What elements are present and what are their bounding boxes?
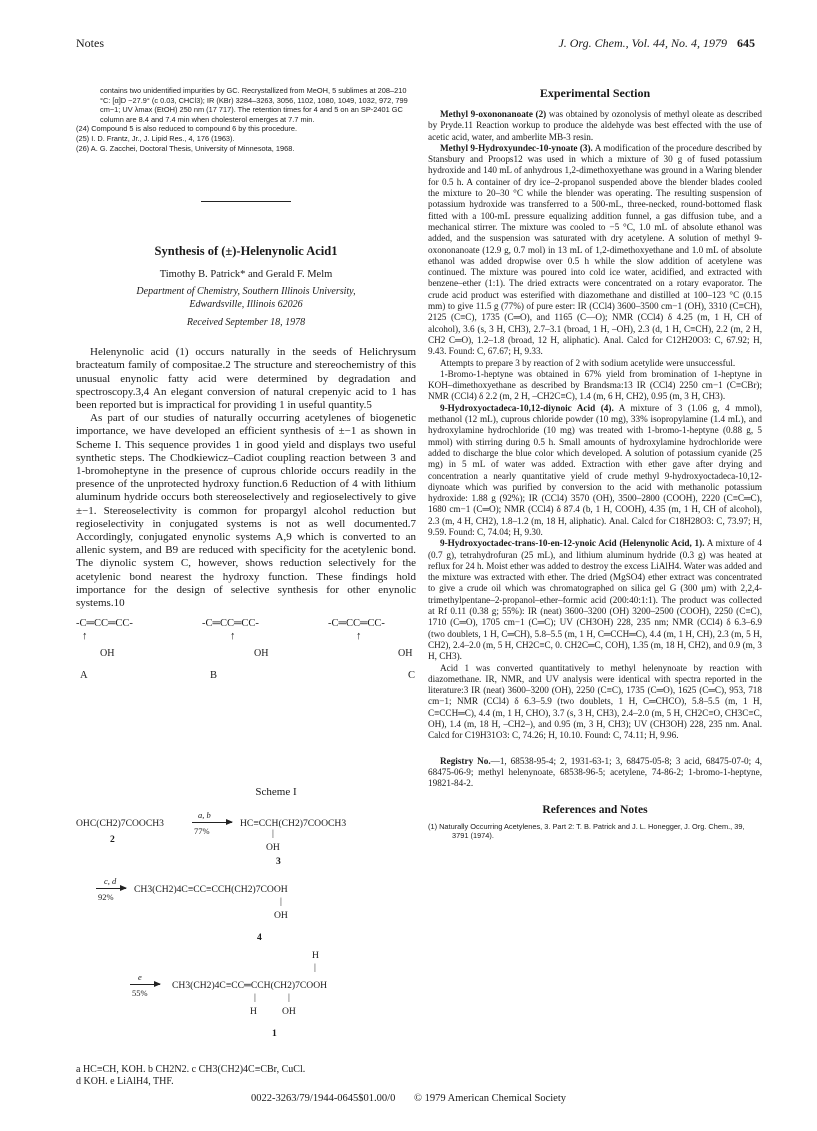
reaction-arrow-icon bbox=[192, 822, 232, 823]
affiliation-line-2: Edwardsville, Illinois 62026 bbox=[189, 298, 303, 310]
step-3-conditions: e bbox=[138, 972, 142, 982]
footnote-continued: contains two unidentified impurities by GC. Recrystallized from MeOH, 5 sublimes at 208–210 °C: [α]D −27.9° (c 0.03, CHCl3); IR (KBr) 3284–3263, 3056, 1102, 1080, 1049, 1032, 972, 799 cm−1; UV λmax (EtOH) 250 nm (17 717). The retention times for 4 and 5 on an SP-2401 GC column are 8.4 and 7.4 min when cholesterol emerges at 7.7 min. bbox=[100, 86, 408, 124]
registry-lead: Registry No. bbox=[440, 755, 491, 766]
exp-paragraph-4 bbox=[428, 403, 762, 539]
intro-paragraph-1: Helenynolic acid (1) occurs naturally in the seeds of Helichrysum bracteatum family of compositae.2 The structure and stereochemistry of this unusual enynolic fatty acid were determined by degradation and spectroscopy.3,4 An elegant conversion of natural crepenyic acid to 1 has been reported but is impractical for providing 1 in useful quantity.5 bbox=[76, 346, 416, 411]
arrow-up-icon: ↑ bbox=[82, 630, 88, 643]
received-date: Received September 18, 1978 bbox=[186, 317, 306, 329]
running-head-section: Notes bbox=[76, 36, 104, 50]
affiliation-line-1: Department of Chemistry, Southern Illinois University, bbox=[136, 286, 356, 298]
footnote-25: (25) I. D. Frantz, Jr., J. Lipid Res., 4, 176 (1963). bbox=[76, 133, 235, 143]
section-divider bbox=[201, 201, 291, 202]
compound-3-formula: HC≡CCH(CH2)7COOCH3 bbox=[240, 818, 347, 829]
experimental-heading: Experimental Section bbox=[539, 86, 651, 100]
exp-text-1: A mixture of 4 (0.7 g), tetrahydrofuran (25 mL), and lithium aluminum hydride (0.3 g) was heated at reflux for 24 h. Moist ether was added to destroy the excess LiAlH4. Water was added and the mixture was extracted with ether. The dried (MgSO4) ether extract was concentrated to give a crude oil which was chromatographed on silica gel G (300 μm) with 2,2,4-trimethylpentane–2-propanol–ether–formic acid (200:40:1:1). The product was collected at Rf 0.11 (0.38 g; 55%): IR (neat) 3600–3200 (OH) 3200–2500 (COOH), 2250 (C≡C), 1710 (C═O), 1705 cm−1 (C═C); UV (CH3OH) 228, 235 nm; NMR (CCl4) δ 6.3–6.9 (two doublets, 1 H, C═CH), 5.8–5.5 (m, 1 H, C═CCH═C), 4.4 (m, 1 H, CH), 2.3 (m, 5 H, CH2), 2.4–2.0 (m, 5 H, CH2C≡C, 0. CH2C═C, COH), 1.35 (m, 18 H, CH2), and 0.9 (m, 3 H, CH3). bbox=[428, 538, 762, 662]
scheme-reagent-key bbox=[76, 1064, 416, 1088]
compound-1-formula: CH3(CH2)4C≡CC═CCH(CH2)7COOH bbox=[172, 980, 328, 991]
compound-4-oh: OH bbox=[274, 910, 288, 921]
bond-line: | bbox=[254, 992, 256, 1003]
references-heading: References and Notes bbox=[542, 803, 648, 816]
step-3-yield: 55% bbox=[132, 988, 148, 998]
structure-c bbox=[328, 618, 416, 682]
structure-b-formula: -C═CC═CC- bbox=[202, 618, 259, 630]
bond-line: | bbox=[288, 992, 290, 1003]
structure-a-oh: OH bbox=[100, 648, 115, 660]
structure-a-label: A bbox=[80, 670, 88, 682]
arrow-up-icon: ↑ bbox=[356, 630, 362, 643]
compound-4-formula: CH3(CH2)4C≡CC≡CCH(CH2)7COOH bbox=[134, 884, 288, 895]
step-1-yield: 77% bbox=[194, 826, 210, 836]
page-number: 645 bbox=[737, 36, 755, 50]
compound-4-number: 4 bbox=[257, 932, 262, 943]
step-2-conditions: c, d bbox=[104, 876, 117, 886]
exp-text-2: was obtained by ozonolysis of methyl oleate as described by Pryde.11 Reaction workup to produce the aldehyde was best effected with the use of acetic acid, water, and amberlite MB-3 resin. bbox=[428, 109, 762, 142]
journal-citation: J. Org. Chem., Vol. 44, No. 4, 1979 bbox=[558, 36, 727, 50]
structure-b-label: B bbox=[210, 670, 218, 682]
bond-line: | bbox=[272, 828, 274, 839]
scheme-1 bbox=[76, 786, 416, 1088]
running-head-journal bbox=[558, 36, 755, 51]
exp-text-4: A mixture of 3 (1.06 g, 4 mmol), methanol (12 mL), cuprous chloride powder (10 mg), 33% isopropylamine (1.4 mL), and hydroxylamine hydrochloride (10 mg) was treated with 1-bromo-1-heptyne (0.88 g, 5 mmol) with stirring during 0.5 h. Small amounts of hydroxylamine hydrochloride were added to discharge the blue color which developed. A solution of potassium cyanide (25 mg) in 5 mL of water was added. Extraction with ether gave after drying and concentration a nearly quantitative yield of crude methyl 9-hydroxyoctadeca-10,12-diynoate which was purified by conversion to the acid with methanolic potassium hydroxide: 1.88 g (92%); IR (CCl4) 3570 (OH), 3500–2800 (COOH), 2220 (C≡C═C), 1680 cm−1 (C═O); NMR (CCl4) δ 87.4 (b, 1 H, COOH), 4.35 (m, 1 H, CH of alcohol), 2.3 (m, 4 H, CH2), 1.8–1.2 (m, 18 H, aliphatic). Anal. Calcd for C18H28O3: C, 73.97; H, 9.59. Found: C, 74.04; H, 9.30. bbox=[428, 402, 762, 537]
compound-3-oh: OH bbox=[266, 842, 280, 853]
references-list bbox=[428, 822, 762, 841]
article-title: Synthesis of (±)-Helenynolic Acid1 bbox=[154, 244, 338, 259]
structure-a-formula: -C═CC═CC- bbox=[76, 618, 133, 630]
compound-2-formula: OHC(CH2)7COOCH3 bbox=[76, 818, 164, 829]
scheme-reactions bbox=[76, 804, 416, 1064]
structure-b-oh: OH bbox=[254, 648, 269, 660]
article-body bbox=[76, 346, 416, 610]
structure-c-oh: OH bbox=[398, 648, 413, 660]
exp-text-3: A modification of the procedure described by Stansbury and Proops12 was used in which a mixture of 30 g of fused potassium hydroxide and 140 mL of anhydrous 1,2-dimethoxyethane was ground in a Waring blender for 0.5 h. A container of dry ice–2-propanol suspended above the blender blades cooled the mixture to 20–30 °C while the blender was operating. The resulting suspension of potassium hydroxide was transferred to a 500-mL, three-necked, round-bottomed flask fitted with a 100-mL pressure equalizing addition funnel, a gas diffusion tube, and a mechanical stirrer. The mixture was cooled to −5 °C, 1.0 mL of absolute ethanol was added, and the suspension was saturated with dry acetylene. A solution of methyl 9-oxononanoate (12.9 g, 0.7 mol) in 13 mL of 1,2-dimethoxyethane and 1.0 mL of absolute ethanol was added dropwise over 0.5 h while the slow addition of acetylene was continued. The mixture was poured into cold ice water, acidified, and extracted with benzene–ether (1:1). The dried extracts were concentrated on a rotary evaporator. The crude acid product was esterified with diazomethane and distilled at 100–123 °C (0.15 mm) to give 11.5 g (77%) of pure ester: IR (CCl4) 3600–3500 cm−1 (OH), 3310 (C≡CH), 2125 (C≡C), 1735 (C═O), and 1165 (C—O); NMR (CCl4) δ 4.25 (m, 1 H, CH of alcohol), 3.6 (s, 3 H, CH3), 2.7–3.1 (broad, 1 H, –OH), 2.3 (d, 1 H, C≡CH), 2.2 (m, 2 H, CH2 C═O), 1.2–1.8 (broad, 12 H, aliphatic). Anal. Calcd for C12H20O3: C, 67.92; H, 9.43. Found: C, 67.67; H, 9.33. bbox=[428, 142, 763, 357]
bond-line: | bbox=[280, 896, 282, 907]
exp-heading-1: 9-Hydroxyoctadec-trans-10-en-12-ynoic Acid (Helenynolic Acid, 1). bbox=[440, 538, 705, 549]
structure-a bbox=[76, 618, 156, 682]
reagent-key-line-1: a HC≡CH, KOH. b CH2N2. c CH3(CH2)4C≡CBr, CuCl. bbox=[76, 1064, 306, 1075]
step-2-yield: 92% bbox=[98, 892, 114, 902]
footnotes-block bbox=[76, 86, 416, 153]
vinyl-h-bottom: H bbox=[250, 1006, 257, 1017]
enynol-structures bbox=[76, 618, 416, 718]
reference-1: (1) Naturally Occurring Acetylenes, 3. Part 2: T. B. Patrick and J. L. Honegger, J. Org. Chem., 39, 3791 (1974). bbox=[428, 821, 745, 841]
compound-2-number: 2 bbox=[110, 834, 115, 845]
exp-paragraph-sodium-acetylide: Attempts to prepare 3 by reaction of 2 with sodium acetylide were unsuccessful. bbox=[440, 357, 736, 368]
registry-numbers bbox=[428, 756, 762, 790]
experimental-body bbox=[428, 109, 762, 790]
reaction-arrow-icon bbox=[96, 888, 126, 889]
registry-text: —1, 68538-95-4; 2, 1931-63-1; 3, 68475-05-8; 3 acid, 68475-07-0; 4, 68475-06-9; methyl helenynoate, 68538-96-5; acetylene, 74-86-2; 1-bromo-1-heptyne, 19821-84-2. bbox=[428, 755, 762, 789]
footnote-24: (24) Compound 5 is also reduced to compound 6 by this procedure. bbox=[76, 124, 298, 134]
copyright-notice: © 1979 American Chemical Society bbox=[413, 1093, 567, 1104]
exp-paragraph-methyl-ester: Acid 1 was converted quantitatively to methyl helenynoate by reaction with diazomethane. IR, NMR, and UV analysis were identical with spectra reported in the literature:3 IR (neat) 3600–3200 (OH), 2250 (C≡C), 1735 (C═O), 1625 (C═C), 953, 718 cm−1; NMR (CCl4) δ 6.3–5.9 (two doublets, 1 H, C═CHCO), 5.8–5.5 (m, 1 H, C≡CCH═C), 4.4 (m, 1 H, CHO), 3.7 (s, 3 H, CH3), 2.4–2.0 (m, 5 H, CH2C≡O, CH3C≡C, OH), 1.4 (m, 18 H, –CH2–), and 0.95 (m, 3 H, CH3); UV (CH3OH) 228, 235 nm. Anal. Calcd for C19H31O3: C, 74.26; H, 10.10. Found: C, 74.11; H, 9.96. bbox=[428, 662, 762, 741]
bond-line: | bbox=[314, 962, 316, 973]
structure-c-label: C bbox=[408, 670, 416, 682]
vinyl-h-top: H bbox=[312, 950, 319, 961]
scheme-title: Scheme I bbox=[255, 786, 297, 798]
structure-b bbox=[202, 618, 282, 682]
structure-c-formula: -C═CC═CC- bbox=[328, 618, 385, 630]
left-column bbox=[76, 86, 416, 718]
exp-heading-2: Methyl 9-oxononanoate (2) bbox=[440, 109, 547, 119]
reaction-arrow-icon bbox=[130, 984, 160, 985]
exp-heading-3: Methyl 9-Hydroxyundec-10-ynoate (3). bbox=[440, 142, 593, 153]
arrow-up-icon: ↑ bbox=[230, 630, 236, 643]
exp-paragraph-2 bbox=[428, 109, 762, 143]
exp-heading-4: 9-Hydroxyoctadeca-10,12-diynoic Acid (4). bbox=[440, 402, 614, 413]
right-column bbox=[428, 86, 762, 841]
page-footer bbox=[0, 1093, 817, 1104]
compound-1-number: 1 bbox=[272, 1028, 277, 1039]
reagent-key-line-2: d KOH. e LiAlH4, THF. bbox=[76, 1076, 174, 1087]
article-authors: Timothy B. Patrick* and Gerald F. Melm bbox=[159, 269, 333, 281]
exp-paragraph-1 bbox=[428, 538, 762, 662]
footnote-26: (26) A. G. Zacchei, Doctoral Thesis, University of Minnesota, 1968. bbox=[76, 143, 295, 153]
exp-paragraph-bromoheptyne: 1-Bromo-1-heptyne was obtained in 67% yield from bromination of 1-heptyne in KOH–dimethoxyethane as described by Brandsma:13 IR (CCl4) 2250 cm−1 (C≡CBr); NMR (CCl4) δ 2.2 (m, 2 H, –CH2C≡C), 1.4 (m, 6 H, CH2), 0.95 (m, 3 H, CH3). bbox=[428, 368, 762, 402]
intro-paragraph-2: As part of our studies of naturally occurring acetylenes of biogenetic importance, we have developed an efficient synthesis of ±−1 as shown in Scheme I. This sequence provides 1 in good yield and displays two useful synthetic steps. The Chodkiewicz–Cadiot coupling reaction between 3 and 1-bromoheptyne in the presence of cuprous chloride occurs readily in the presence of the unprotected hydroxy function.6 Reduction of 4 with lithium aluminum hydride occurs both stereoselectively and regioselectively to give ±−1. Stereoselectivity is common for propargyl alcohol reduction but regioselectivity in conjugated systems is not as well documented.7 Accordingly, conjugated enynolic systems A,9 which is converted to an allenic system, and B9 are reduced with specificity for the acetylenic bond. The diynolic system C, however, shows reduction selectively for the acetylenic bond nearest the hydroxy function. These findings hold importance for the design of selective synthesis for other enynolic systems.10 bbox=[76, 412, 416, 610]
article-code: 0022-3263/79/1944-0645$01.00/0 bbox=[250, 1093, 396, 1104]
step-1-conditions: a, b bbox=[198, 810, 211, 820]
compound-3-number: 3 bbox=[276, 856, 281, 867]
exp-paragraph-3 bbox=[428, 143, 762, 358]
author-affiliation bbox=[76, 286, 416, 311]
compound-1-oh: OH bbox=[282, 1006, 296, 1017]
